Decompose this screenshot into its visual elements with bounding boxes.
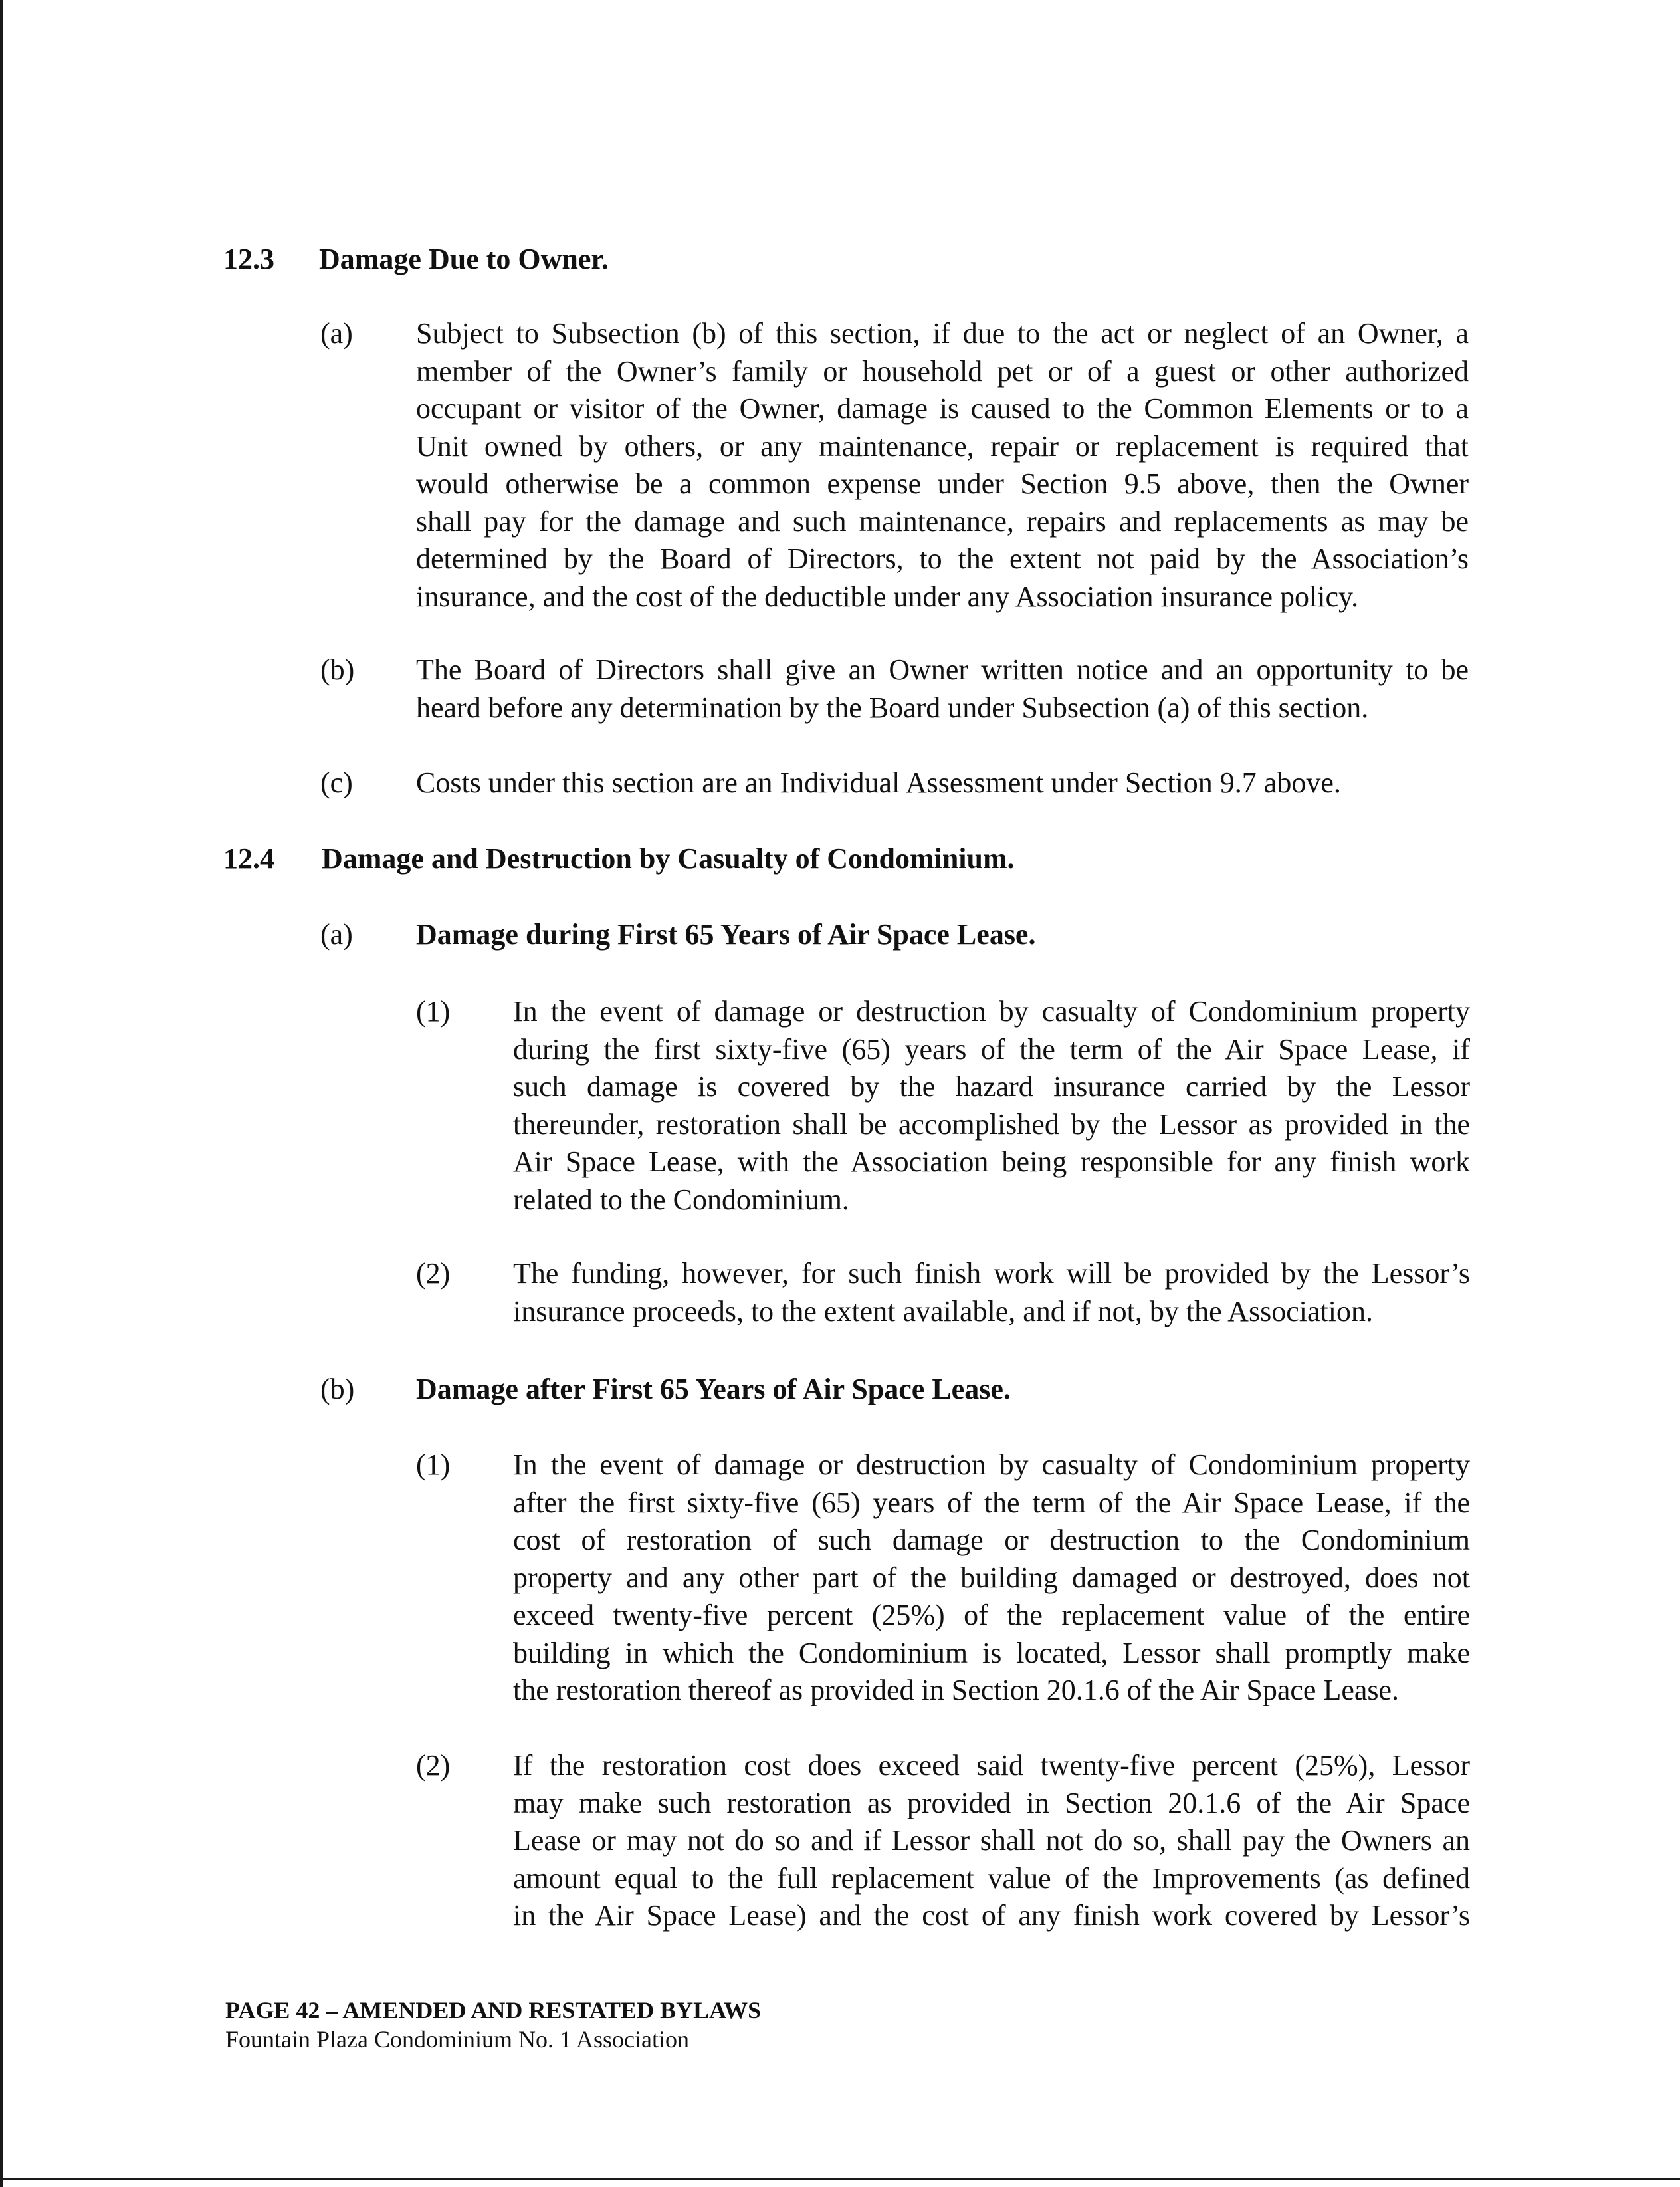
paragraph-line: related to the Condominium. bbox=[513, 1183, 849, 1216]
paragraph-line: In the event of damage or destruction by casualty of Condominium property bbox=[513, 995, 1470, 1028]
item-label: (1) bbox=[416, 1448, 451, 1481]
scan-edge-bottom bbox=[0, 2178, 1680, 2180]
paragraph-line: Subject to Subsection (b) of this section, if due to the act or neglect of an Owner, a bbox=[416, 317, 1469, 350]
paragraph-line: insurance proceeds, to the extent available, and if not, by the Association. bbox=[513, 1294, 1373, 1327]
subsection-title: Damage after First 65 Years of Air Space Lease. bbox=[416, 1373, 1011, 1405]
paragraph-line: The Board of Directors shall give an Owner written notice and an opportunity to be bbox=[416, 653, 1469, 686]
subsection-label: (a) bbox=[320, 918, 353, 951]
paragraph-line: determined by the Board of Directors, to the extent not paid by the Association’s bbox=[416, 542, 1469, 575]
paragraph-12-4-a-2 bbox=[513, 1255, 1470, 1330]
paragraph-line: member of the Owner’s family or household pet or of a guest or other authorized bbox=[416, 354, 1469, 388]
paragraph-line: occupant or visitor of the Owner, damage is caused to the Common Elements or to a bbox=[416, 392, 1469, 425]
paragraph-line: the restoration thereof as provided in Section 20.1.6 of the Air Space Lease. bbox=[513, 1674, 1400, 1706]
paragraph-line: cost of restoration of such damage or destruction to the Condominium bbox=[513, 1524, 1470, 1556]
paragraph-12-4-a-1 bbox=[513, 993, 1470, 1218]
item-label: (1) bbox=[416, 995, 451, 1028]
paragraph-line: If the restoration cost does exceed said twenty-five percent (25%), Lessor bbox=[513, 1749, 1470, 1782]
paragraph-line: In the event of damage or destruction by casualty of Condominium property bbox=[513, 1448, 1470, 1481]
section-heading-12-4 bbox=[223, 840, 1154, 877]
item-label: (a) bbox=[320, 317, 353, 350]
page-footer bbox=[225, 1996, 761, 2054]
section-number: 12.4 bbox=[223, 842, 274, 875]
paragraph-line: The funding, however, for such finish work will be provided by the Lessor’s bbox=[513, 1257, 1470, 1290]
section-heading-12-3 bbox=[223, 241, 755, 278]
paragraph-line: after the first sixty-five (65) years of the term of the Air Space Lease, if the bbox=[513, 1486, 1470, 1519]
paragraph-line: exceed twenty-five percent (25%) of the replacement value of the entire bbox=[513, 1599, 1470, 1631]
paragraph-line: such damage is covered by the hazard insurance carried by the Lessor bbox=[513, 1070, 1470, 1103]
subsection-title: Damage during First 65 Years of Air Space Lease. bbox=[416, 918, 1036, 951]
paragraph-line: amount equal to the full replacement value of the Improvements (as defined bbox=[513, 1861, 1470, 1895]
paragraph-line: shall pay for the damage and such maintenance, repairs and replacements as may be bbox=[416, 505, 1469, 538]
footer-association: Fountain Plaza Condominium No. 1 Association bbox=[225, 2026, 689, 2053]
item-label: (2) bbox=[416, 1257, 451, 1290]
paragraph-12-4-b-2 bbox=[513, 1747, 1470, 1935]
paragraph-line: Costs under this section are an Individual Assessment under Section 9.7 above. bbox=[416, 766, 1341, 799]
paragraph-12-3-a bbox=[416, 315, 1469, 616]
scan-edge-left bbox=[0, 0, 3, 2187]
paragraph-line: Lease or may not do so and if Lessor shall not do so, shall pay the Owners an bbox=[513, 1824, 1470, 1857]
paragraph-12-4-b-1 bbox=[513, 1446, 1470, 1710]
section-number: 12.3 bbox=[223, 243, 274, 275]
section-title: Damage and Destruction by Casualty of Condominium. bbox=[322, 842, 1015, 875]
subsection-label: (b) bbox=[320, 1373, 355, 1405]
paragraph-line: would otherwise be a common expense under Section 9.5 above, then the Owner bbox=[416, 467, 1469, 500]
paragraph-line: in the Air Space Lease) and the cost of any finish work covered by Lessor’s bbox=[513, 1899, 1470, 1932]
item-label: (c) bbox=[320, 766, 353, 799]
paragraph-line: heard before any determination by the Board under Subsection (a) of this section. bbox=[416, 691, 1369, 724]
paragraph-line: insurance, and the cost of the deductible under any Association insurance policy. bbox=[416, 580, 1359, 613]
paragraph-line: during the first sixty-five (65) years of the term of the Air Space Lease, if bbox=[513, 1032, 1470, 1066]
section-title: Damage Due to Owner. bbox=[319, 243, 609, 275]
paragraph-line: Unit owned by others, or any maintenance, repair or replacement is required that bbox=[416, 429, 1469, 463]
paragraph-line: property and any other part of the building damaged or destroyed, does not bbox=[513, 1561, 1470, 1594]
paragraph-12-3-b bbox=[416, 651, 1469, 727]
paragraph-line: thereunder, restoration shall be accomplished by the Lessor as provided in the bbox=[513, 1107, 1470, 1141]
paragraph-line: building in which the Condominium is located, Lessor shall promptly make bbox=[513, 1636, 1470, 1669]
item-label: (2) bbox=[416, 1749, 451, 1782]
footer-page-line: PAGE 42 – AMENDED AND RESTATED BYLAWS bbox=[225, 1997, 762, 2023]
paragraph-line: may make such restoration as provided in Section 20.1.6 of the Air Space bbox=[513, 1786, 1470, 1819]
paragraph-line: Air Space Lease, with the Association being responsible for any finish work bbox=[513, 1145, 1470, 1178]
paragraph-12-3-c bbox=[416, 764, 1469, 802]
item-label: (b) bbox=[320, 653, 355, 686]
